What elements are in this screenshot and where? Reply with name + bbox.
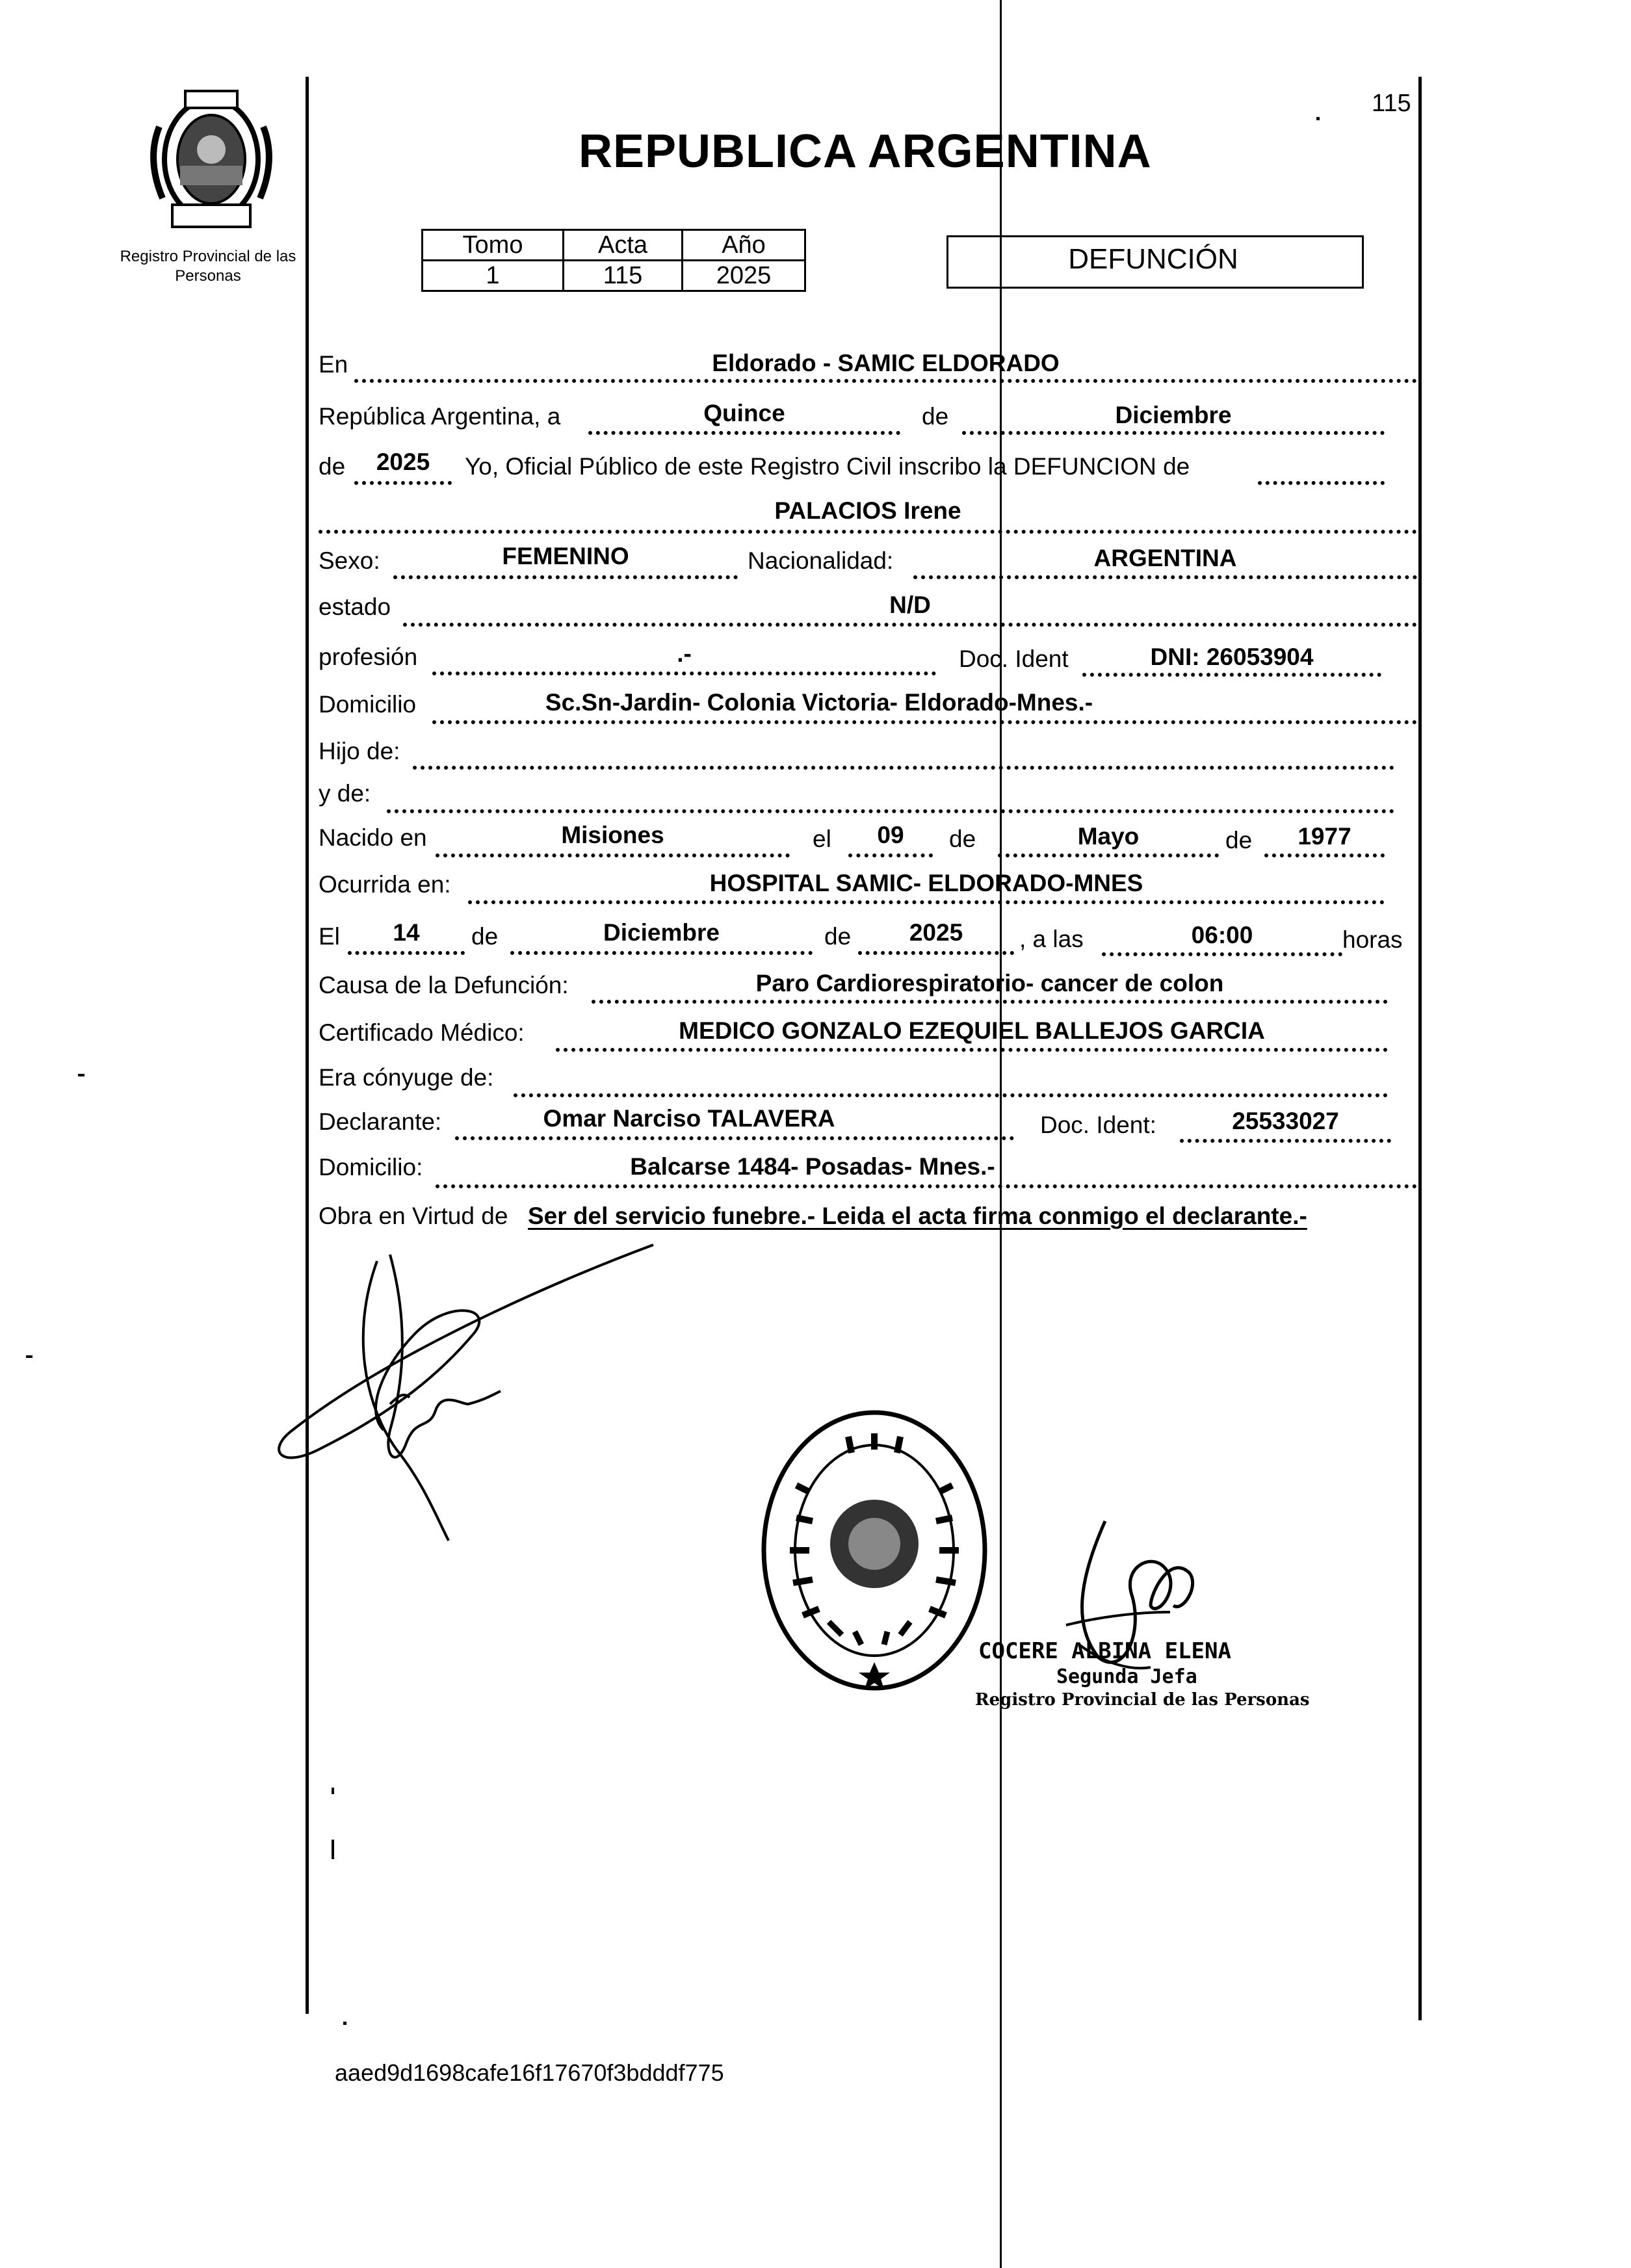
- dia-line: [588, 431, 900, 435]
- anio-form-value: 2025: [376, 449, 430, 475]
- inscribo-text: Yo, Oficial Público de este Registro Civil inscribo la DEFUNCION de: [465, 453, 1190, 480]
- de6-label: de: [824, 923, 852, 950]
- margin-mark: [26, 1355, 33, 1358]
- domicilio2-value: Balcarse 1484- Posadas- Mnes.-: [630, 1153, 995, 1180]
- nacionalidad-value: ARGENTINA: [1093, 545, 1237, 571]
- margin-mark: [332, 1788, 334, 1794]
- alas-label: , a las: [1019, 926, 1084, 952]
- nac-dia-value: 09: [877, 822, 904, 848]
- nacido-label: Nacido en: [319, 824, 427, 851]
- domicilio-label: Domicilio: [319, 691, 417, 718]
- causa-value: Paro Cardiorespiratorio- cancer de colon: [755, 970, 1224, 997]
- el2-label: El: [319, 923, 340, 950]
- margin-mark: [78, 1074, 85, 1076]
- hijo-line: [413, 766, 1394, 770]
- def-dia-line: [348, 951, 465, 955]
- anio-value: 2025: [683, 261, 805, 291]
- en-line: [354, 379, 1417, 383]
- margin-mark: [1316, 117, 1320, 120]
- declarante-value: Omar Narciso TALAVERA: [543, 1105, 835, 1132]
- decl-doc-label: Doc. Ident:: [1040, 1112, 1156, 1138]
- doc-type-label: DEFUNCIÓN: [1068, 243, 1238, 275]
- def-hora-value: 06:00: [1191, 922, 1253, 948]
- certificado-label: Certificado Médico:: [319, 1019, 525, 1046]
- official-name: COCERE ALBINA ELENA: [978, 1638, 1231, 1664]
- sexo-value: FEMENINO: [502, 543, 629, 569]
- hijo-label: Hijo de:: [319, 738, 400, 764]
- nacionalidad-line: [913, 575, 1417, 579]
- ocurrida-value: HOSPITAL SAMIC- ELDORADO-MNES: [709, 870, 1143, 896]
- domicilio-line: [432, 720, 1417, 724]
- doc-ident-label: Doc. Ident: [959, 645, 1069, 672]
- def-dia-value: 14: [393, 919, 420, 946]
- decl-doc-line: [1180, 1139, 1391, 1143]
- fold-line: [1000, 0, 1002, 2268]
- obra-label: Obra en Virtud de: [319, 1203, 508, 1229]
- estado-value: N/D: [889, 592, 931, 618]
- act-number-table: [421, 229, 806, 292]
- en-value: Eldorado - SAMIC ELDORADO: [712, 350, 1060, 376]
- nac-anio-line: [1264, 854, 1385, 857]
- de3-label: de: [949, 826, 976, 852]
- en-label: En: [319, 351, 348, 378]
- right-margin-line: [1418, 77, 1422, 2020]
- horas-label: horas: [1342, 926, 1403, 953]
- yde-line: [387, 809, 1394, 813]
- anio-header: Año: [683, 230, 805, 261]
- left-margin-line: [306, 77, 309, 2014]
- estado-label: estado: [319, 593, 391, 620]
- el-label: el: [813, 826, 831, 852]
- mes-line: [962, 431, 1385, 435]
- def-mes-value: Diciembre: [603, 919, 720, 946]
- domicilio2-line: [436, 1184, 1417, 1188]
- certificado-line: [556, 1048, 1388, 1052]
- de2-label: de: [319, 453, 346, 480]
- yde-label: y de:: [319, 780, 371, 807]
- causa-label: Causa de la Defunción:: [319, 972, 569, 998]
- obra-value: Ser del servicio funebre.- Leida el acta firma conmigo el declarante.-: [528, 1203, 1307, 1229]
- mes-value: Diciembre: [1115, 402, 1232, 428]
- sexo-line: [393, 575, 738, 579]
- nac-mes-value: Mayo: [1077, 823, 1140, 850]
- sexo-label: Sexo:: [319, 547, 380, 574]
- document-hash: aaed9d1698cafe16f17670f3bdddf775: [335, 2059, 724, 2086]
- de5-label: de: [471, 923, 499, 950]
- ocurrida-label: Ocurrida en:: [319, 871, 451, 898]
- anio-line: [354, 481, 452, 485]
- tomo-header: Tomo: [423, 230, 564, 261]
- conyuge-line: [514, 1093, 1388, 1097]
- declarante-line: [455, 1136, 1014, 1140]
- nombre-value: PALACIOS Irene: [774, 497, 961, 524]
- official-office: Registro Provincial de las Personas: [975, 1690, 1310, 1710]
- nacionalidad-label: Nacionalidad:: [748, 547, 894, 574]
- nac-anio-value: 1977: [1298, 823, 1351, 850]
- nacido-line: [436, 854, 790, 857]
- decl-doc-value: 25533027: [1232, 1108, 1339, 1134]
- de4-label: de: [1225, 827, 1253, 854]
- profesion-label: profesión: [319, 644, 418, 670]
- domicilio-value: Sc.Sn-Jardin- Colonia Victoria- Eldorado-Mnes.-: [545, 689, 1093, 716]
- page-title: REPUBLICA ARGENTINA: [579, 125, 1152, 177]
- def-anio-line: [858, 951, 1014, 955]
- domicilio2-label: Domicilio:: [319, 1154, 423, 1180]
- official-seal: [757, 1407, 991, 1693]
- acta-value: 115: [564, 261, 683, 291]
- provincial-emblem: [146, 88, 276, 234]
- nac-dia-line: [848, 854, 933, 857]
- acta-header: Acta: [564, 230, 683, 261]
- nacido-value: Misiones: [561, 822, 664, 848]
- declarant-signature: [267, 1235, 670, 1547]
- inscribo-line: [1258, 481, 1385, 485]
- certificado-value: MEDICO GONZALO EZEQUIEL BALLEJOS GARCIA: [679, 1017, 1265, 1044]
- margin-mark: [343, 2022, 346, 2025]
- causa-line: [592, 1000, 1388, 1004]
- doc-ident-value: DNI: 26053904: [1150, 644, 1314, 670]
- official-title: Segunda Jefa: [1056, 1665, 1197, 1688]
- nac-mes-line: [998, 854, 1219, 857]
- republica-label: República Argentina, a: [319, 403, 561, 430]
- profesion-line: [432, 671, 936, 675]
- margin-mark: [332, 1840, 334, 1859]
- def-hora-line: [1102, 952, 1342, 956]
- ocurrida-line: [468, 900, 1385, 904]
- registry-name: Registro Provincial de las Personas: [120, 248, 296, 285]
- conyuge-label: Era cónyuge de:: [319, 1064, 494, 1091]
- estado-line: [403, 623, 1417, 627]
- def-mes-line: [510, 951, 813, 955]
- tomo-value: 1: [423, 261, 564, 291]
- de1-label: de: [922, 403, 949, 430]
- doc-ident-line: [1082, 673, 1381, 677]
- page-number: 115: [1372, 90, 1411, 117]
- dia-value: Quince: [703, 400, 785, 426]
- nombre-line: [319, 530, 1417, 534]
- declarante-label: Declarante:: [319, 1108, 442, 1135]
- profesion-value: .-: [677, 640, 692, 667]
- def-anio-value: 2025: [909, 919, 963, 946]
